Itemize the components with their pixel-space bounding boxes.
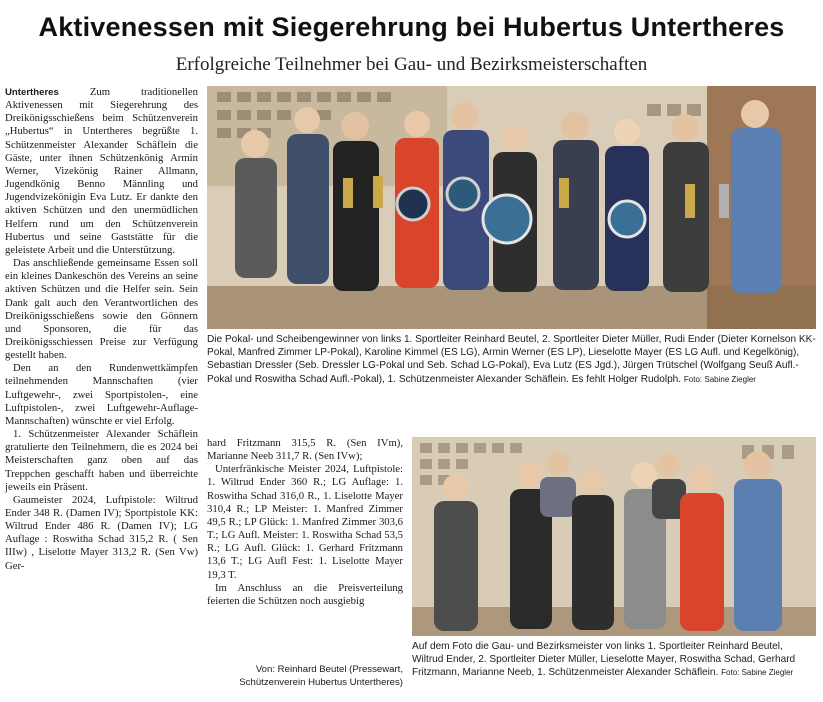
photo-champions <box>412 437 816 636</box>
article-paragraph: Den an den Rundenwettkämpfen teilnehmenden Mannschaften (vier Luftgewehr-, zwei Sportpistolen-, eine Luftpistolen-, zwei Luftgewehr-Auflage-Mannschaften) wünschte er viel Erfolg. <box>5 362 198 427</box>
article-paragraph: Gaumeister 2024, Luftpistole: Wiltrud Ender 348 R. (Damen IV); Sportpistole KK: Wiltrud Ender 486 R. (Damen IV); LG Auflage : Roswitha Schad 315,2 R. ( Sen IIIw) , Liselotte Mayer 313,2 R. (Sen Vw) Ger- <box>5 493 198 572</box>
photo-caption-2: Auf dem Foto die Gau- und Bezirksmeister von links 1. Sportleiter Reinhard Beutel, Wiltrud Ender, 2. Sportleiter Dieter Müller, Lieselotte Mayer, Roswitha Schad, Gerhard Fritzmann, Marianne Neeb, 1. Schützenmeister Alexander Schäflein. Foto: Sabine Ziegler <box>412 641 796 679</box>
article-paragraph: hard Fritzmann 315,5 R. (Sen IVm), Marianne Neeb 311,7 R. (Sen IVw); <box>207 437 403 463</box>
article-paragraph: 1. Schützenmeister Alexander Schäflein gratulierte den Teilnehmern, die es 2024 bei Meisterschaften ganz oben auf das Treppchen geschafft haben und überreichte jeweils ein Präsent. <box>5 428 198 493</box>
article-paragraph: Das anschließende gemeinsame Essen soll ein kleines Dankeschön des Vereins an seine aktiven Schützen und die Helfer sein. Sein Dank galt auch den Verantwortlichen des Dreikönigsschießens sowie den Gönnern und Sponsoren, die für das Dreikönigsschiessen Preise zur Verfügung gestellt haben. <box>5 257 198 362</box>
article-subheadline: Erfolgreiche Teilnehmer bei Gau- und Bezirksmeisterschaften <box>175 54 648 75</box>
article-paragraph: Im Anschluss an die Preisverteilung feierten die Schützen noch ausgiebig <box>207 581 403 607</box>
photo-credit: Foto: Sabine Ziegler <box>683 374 756 384</box>
article-column-2 <box>207 437 403 608</box>
article-column-1 <box>5 86 198 573</box>
article-paragraph: Unterfränkische Meister 2024, Luftpistole: 1. Wiltrud Ender 360 R.; LG Auflage: 1. Roswitha Schad 316,0 R., 1. Liselotte Mayer 310,4 R.; LP Meister: 1. Manfred Zimmer 49,5 R.; LP Glück: 1. Manfred Zimmer 303,6 T.; LG Aufl. Meister: 1. Roswitha Schad 53,5 R.; LG Aufl. Glück: 1. Gerhard Fritzmann 13,6 T.; LG Aufl Fest: 1. Liselotte Mayer 19,3 T. <box>207 463 403 581</box>
article-paragraph: Untertheres Zum traditionellen Aktivenessen mit Siegerehrung des Dreikönigsschießens beim Schützenverein „Hubertus“ in Untertheres begrüßte 1. Schützenmeister Alexander Schäflein die Gäste, unter ihnen Schützenkönig Armin Werner, Vizekönig Rainer Allmann, Jugendkönig Benno Männling und Jugendvizekönigin Eva Lutz. Er dankte den aktiven Schützen und den unermüdlichen Helfern rund um den Schützenverein Hubertus und seine Gaststätte für die geleistete Arbeit und die Unterstützung. <box>5 86 198 256</box>
photo-credit: Foto: Sabine Ziegler <box>721 668 794 678</box>
photo-caption-1: Die Pokal- und Scheibengewinner von links 1. Sportleiter Reinhard Beutel, 2. Sportleiter Dieter Müller, Rudi Ender (Dieter Kornelson KK-Pokal, Manfred Zimmer LP-Pokal), Karoline Kimmel (ES LG), Armin Werner (ES LP), Lieselotte Mayer (ES LG Aufl. und Kegelkönig), Sebastian Dressler (Seb. Dressler LG-Pokal und Seb. Schad LG-Pokal), Eva Lutz (ES Jgd.), Jürgen Trütschel (Wolfgang Seuß Aufl.-Pokal und Roswitha Schad Aufl.-Pokal), 1. Schützenmeister Alexander Schäflein. Es fehlt Holger Rudolph. Foto: Sabine Ziegler <box>207 334 816 385</box>
photo-trophy-winners <box>207 86 816 329</box>
article-headline: Aktivenessen mit Siegerehrung bei Hubertus Untertheres <box>38 12 785 42</box>
dateline: Untertheres <box>5 87 59 98</box>
byline: Von: Reinhard Beutel (Pressewart, Schützenverein Hubertus Untertheres) <box>239 664 403 688</box>
